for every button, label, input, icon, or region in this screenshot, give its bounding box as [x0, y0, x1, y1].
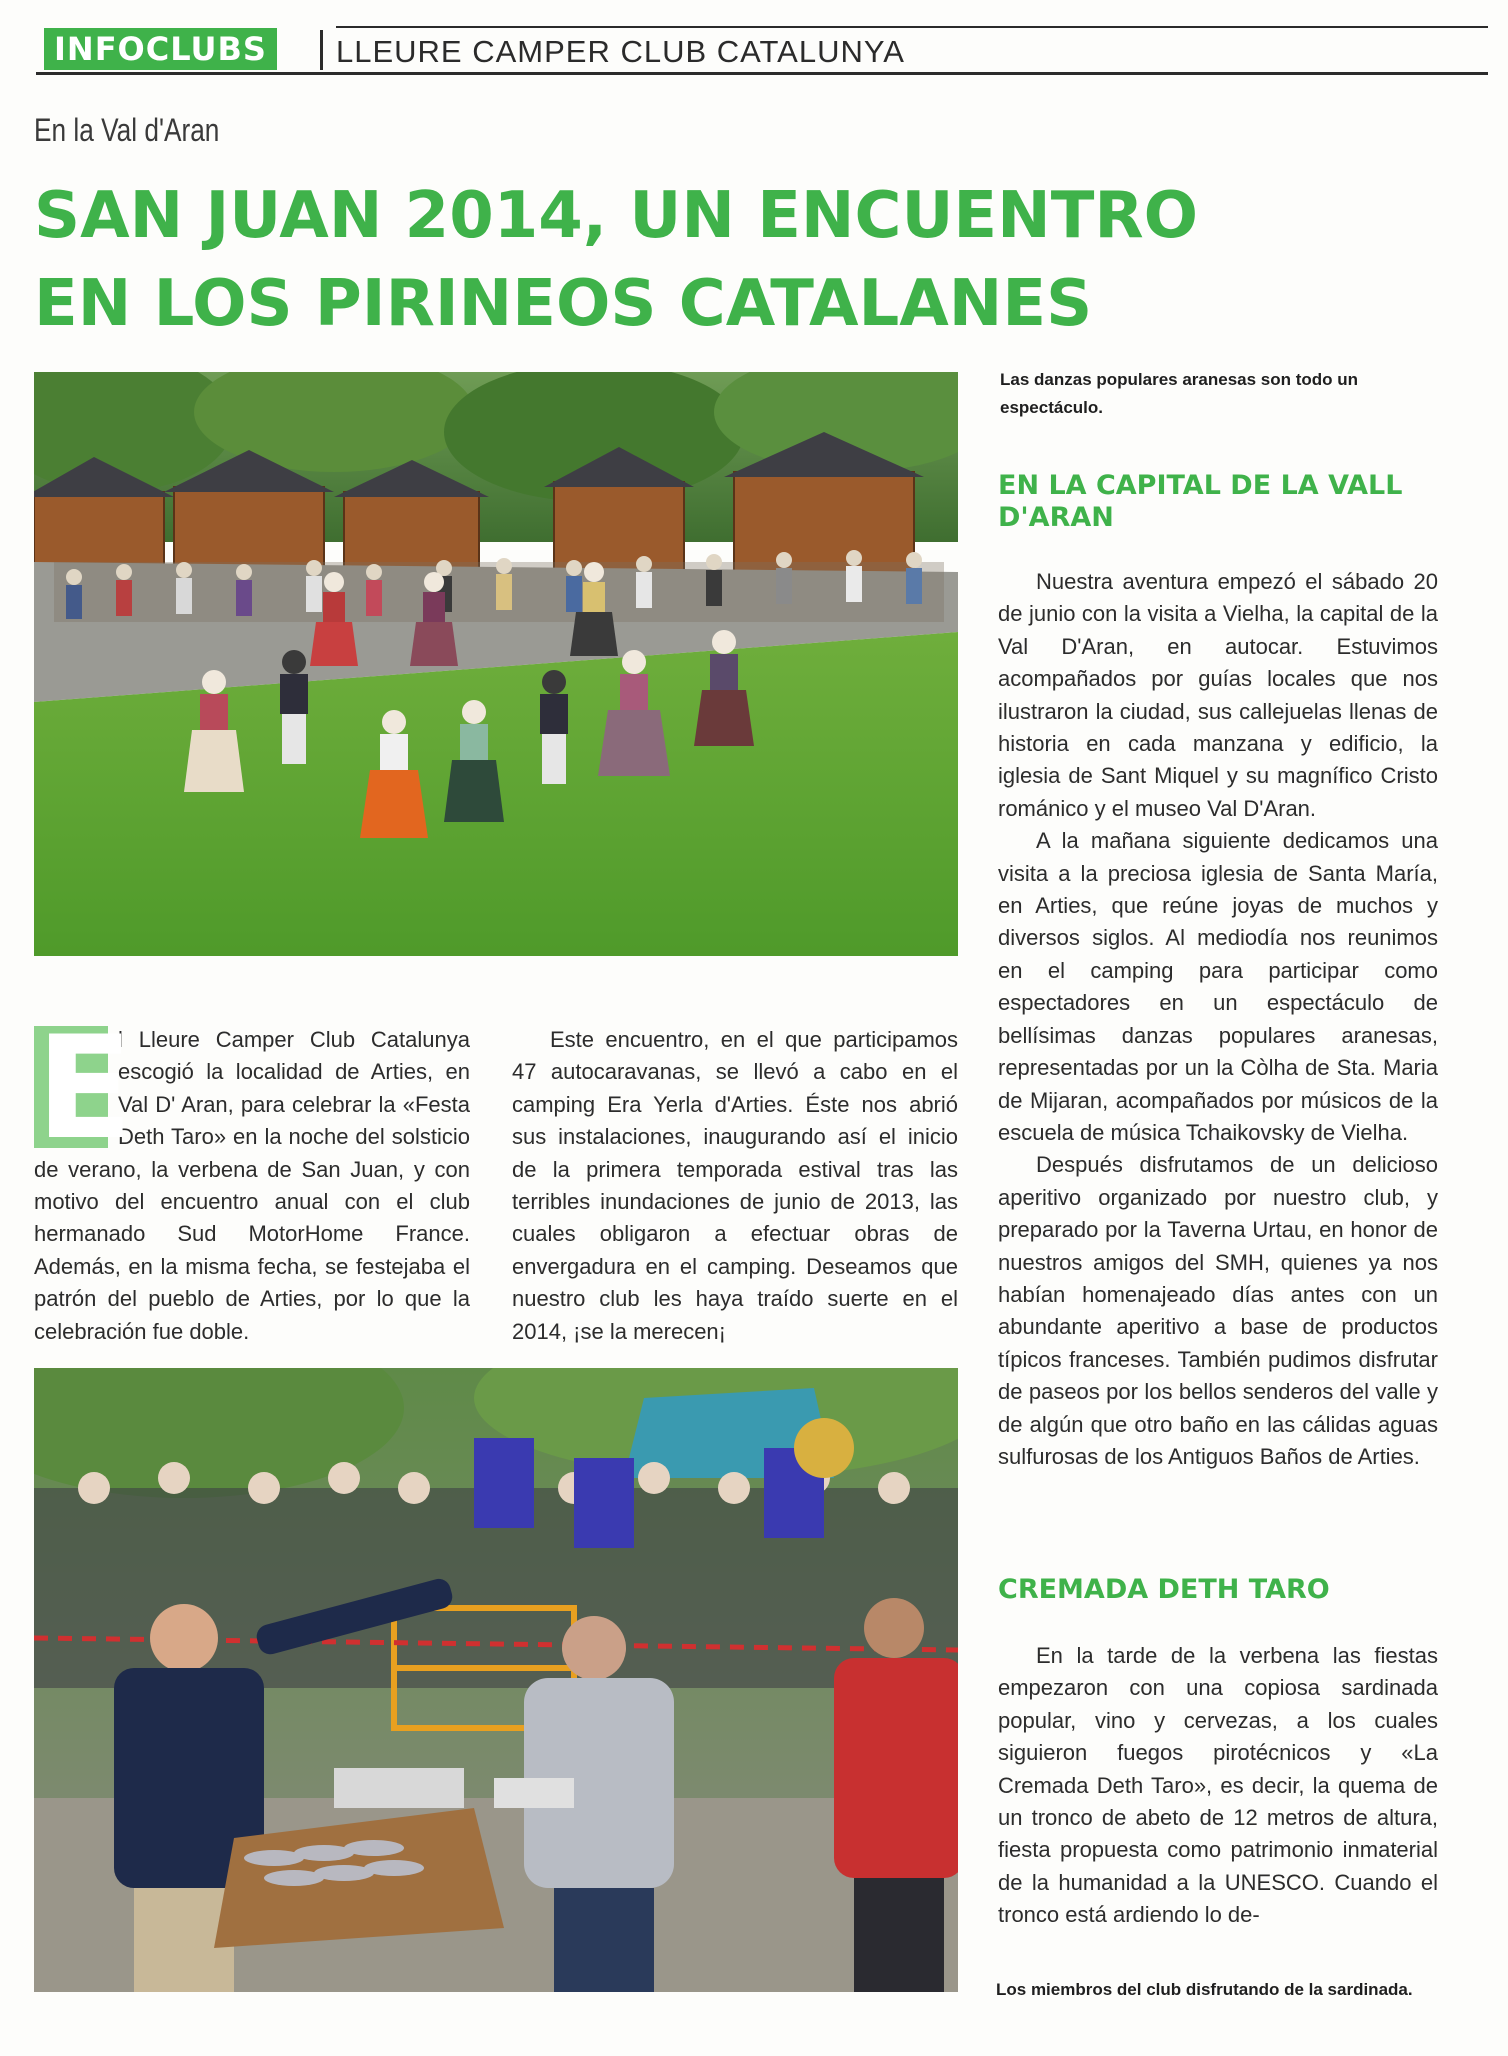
sardinada-photo	[34, 1368, 958, 1992]
subhead-cremada: CREMADA DETH TARO	[998, 1574, 1330, 1605]
paragraph: l Lleure Camper Club Catalunya escogió la localidad de Arties, en Val D' Aran, para celebrar la «Festa Deth Taro» en la noche del solsticio de verano, la verbena de San Juan, y con motivo del encuentro anual con el club hermanado Sud MotorHome France. Además, en la misma fecha, se festejaba el patrón del pueblo de Arties, por lo que la celebración fue doble.	[34, 1027, 470, 1344]
body-column-right-bottom	[998, 1640, 1438, 1932]
article-kicker: En la Val d'Aran	[34, 112, 220, 148]
body-column-middle	[512, 1024, 958, 1348]
article-title: SAN JUAN 2014, UN ENCUENTRO EN LOS PIRINEOS CATALANES	[34, 179, 1199, 341]
club-name: LLEURE CAMPER CLUB CATALUNYA	[336, 34, 905, 69]
paragraph: A la mañana siguiente dedicamos una visita a la preciosa iglesia de Santa María, en Arties, que reúne joyas de muchos y diversos siglos. Al mediodía nos reunimos en el camping para participar como espectadores en un espectáculo de bellísimas danzas populares aranesas, representadas por un la Còlha de Sta. Maria de Mijaran, acompañados por músicos de la escuela de música Tchaikovsky de Vielha.	[998, 828, 1438, 1145]
subhead-capital: EN LA CAPITAL DE LA VALL D'ARAN	[998, 470, 1403, 533]
paragraph: Nuestra aventura empezó el sábado 20 de junio con la visita a Vielha, la capital de la Val D'Aran, en autocar. Estuvimos acompañados por guías locales que nos ilustraron la ciudad, sus callejuelas llenas de historia en cada manzana y edificio, la iglesia de Sant Miquel y su magnífico Cristo románico y el museo Val D'Aran.	[998, 569, 1438, 821]
header-divider	[320, 30, 323, 70]
paragraph: Después disfrutamos de un delicioso aperitivo organizado por nuestro club, y preparado por la Taverna Urtau, en honor de nuestros amigos del SMH, quienes ya nos habían homenajeado días antes con un abundante aperitivo a base de productos típicos franceses. También pudimos disfrutar de paseos por los bellos senderos del valle y de algún que otro baño en las cálidas aguas sulfurosas de los Antiguos Baños de Arties.	[998, 1152, 1438, 1469]
photo-caption-sardinada: Los miembros del club disfrutando de la sardinada.	[996, 1980, 1413, 1999]
body-column-left	[34, 1006, 470, 1348]
header-top-rule	[336, 26, 1488, 28]
section-header	[36, 26, 1488, 75]
dance-photo	[34, 372, 958, 956]
section-tag: INFOCLUBS	[44, 28, 277, 70]
paragraph: En la tarde de la verbena las fiestas empezaron con una copiosa sardinada popular, vino y cervezas, a los cuales siguieron fuegos pirotécnicos y «La Cremada Deth Taro», es decir, la quema de un tronco de abeto de 12 metros de altura, fiesta propuesta como patrimonio inmaterial de la humanidad a la UNESCO. Cuando el tronco está ardiendo lo de-	[998, 1643, 1438, 1928]
photo-caption-dance: Las danzas populares aranesas son todo un espectáculo.	[1000, 370, 1359, 417]
paragraph: Este encuentro, en el que participamos 47 autocaravanas, se llevó a cabo en el camping Era Yerla d'Arties. Éste nos abrió sus instalaciones, inaugurando así el inicio de la primera temporada estival tras las terribles inundaciones de junio de 2013, las cuales obligaron a efectuar obras de envergadura en el camping. Deseamos que nuestro club les haya traído suerte en el 2014, ¡se la merecen¡	[512, 1027, 958, 1344]
body-column-right-top	[998, 566, 1438, 1473]
dropcap: E	[36, 1006, 134, 1171]
